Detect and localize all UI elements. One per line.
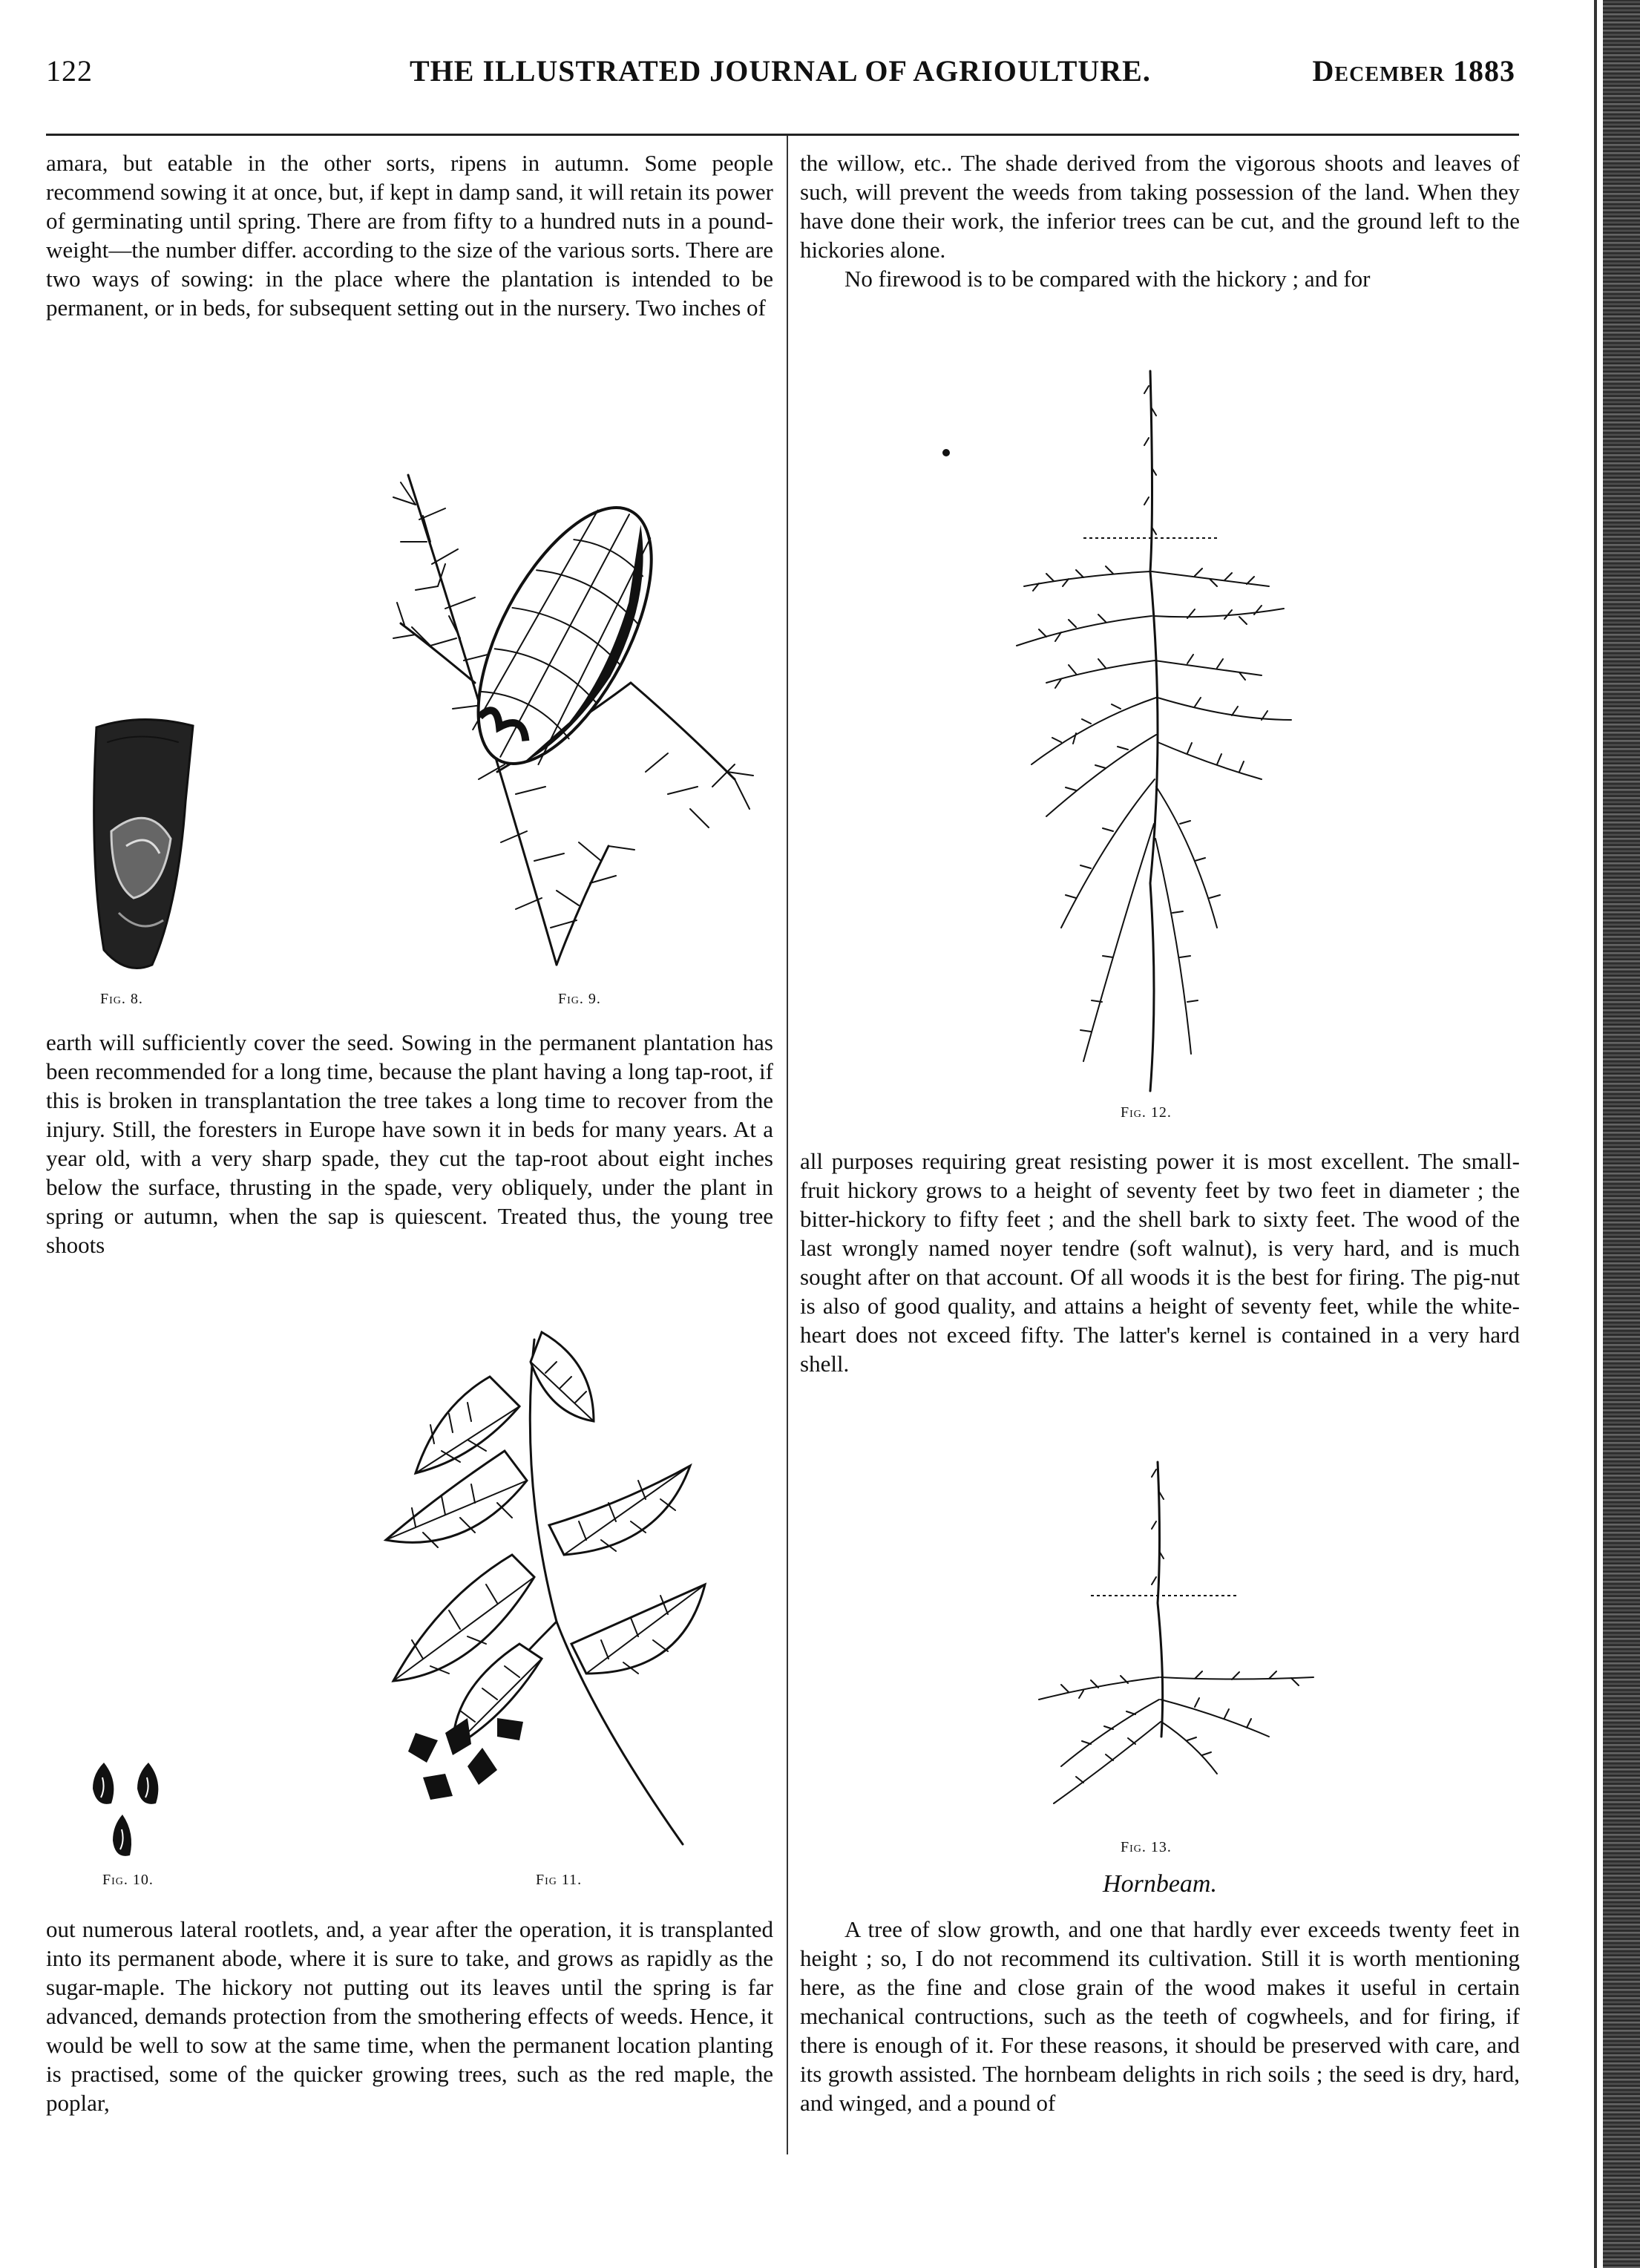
column-rule <box>787 136 788 2154</box>
right-paragraph-3 <box>800 1147 1520 1378</box>
figure-8-caption: Fig. 8. <box>100 991 143 1007</box>
right-paragraph-3-text: all purposes requiring great resisting power it is most excellent. The small-fruit hickory grows to a height of seventy feet by two feet in diameter ; the bitter-hickory to fifty feet ; and the shell bark to sixty feet. The wood of the last wrongly named noyer tendre (soft walnut), is very hard, and is much sought after on that account. Of all woods it is the best for firing. The pig-nut is also of good quality, and attains a height of seventy feet, while the white-heart does not exceed fifty. The latter's kernel is contained in a very hard shell. <box>800 1148 1520 1377</box>
running-header <box>46 53 1515 98</box>
figure-9-cone-branch-illustration <box>386 460 772 980</box>
right-paragraph-1-text: the willow, etc.. The shade derived from the vigorous shoots and leaves of such, will prevent the weeds from taking possession of the land. When they have done their work, the inferior trees can be cut, and the ground left to the hickories alone. <box>800 150 1520 263</box>
figure-12-caption: Fig. 12. <box>1121 1104 1172 1121</box>
left-paragraph-3-text: out numerous lateral rootlets, and, a year after the operation, it is transplanted into its permanent abode, where it is sure to take, and grows as rapidly as the sugar-maple. The hickory not putting out its leaves until the spring is far advanced, demands protection from the smothering effects of weeds. Hence, it would be well to sow at the same time, when the permanent location planting is practised, some of the quicker growing trees, such as the red maple, the poplar, <box>46 1916 773 2116</box>
right-paragraph-4-text: A tree of slow growth, and one that hardly ever exceeds twenty feet in height ; so, I do not recommend its cultivation. Still it is worth mentioning here, as the fine and close grain of the wood makes it useful in certain mechanical contructions, such as the teeth of cogwheels, and for firing, if there is enough of it. For these reasons, it should be preserved with care, and its growth assisted. The hornbeam delights in rich soils ; the seed is dry, hard, and winged, and a pound of <box>800 1916 1520 2116</box>
right-paragraph-4 <box>800 1915 1520 2117</box>
page-gutter-line <box>1594 0 1597 2268</box>
left-paragraph-1-text: amara, but eatable in the other sorts, ripens in autumn. Some people recommend sowing it at once, but, if kept in damp sand, it will retain its power of germinating until spring. There are from fifty to a hundred nuts in a pound-weight—the number differ. according to the size of the various sorts. There are two ways of sowing: in the place where the plantation is intended to be permanent, or in beds, for subsequent setting out in the nursery. Two inches of <box>46 150 773 321</box>
page-number: 122 <box>46 54 93 88</box>
left-paragraph-2 <box>46 1028 773 1259</box>
figure-9-caption: Fig. 9. <box>558 991 601 1007</box>
page-edge-binding <box>1603 0 1640 2268</box>
issue-date: December 1883 <box>1312 54 1515 88</box>
header-rule <box>46 134 1519 136</box>
right-paragraph-2: No firewood is to be compared with the hickory ; and for <box>844 266 1371 292</box>
left-paragraph-3 <box>46 1915 773 2117</box>
figure-10-caption: Fig. 10. <box>102 1872 154 1888</box>
figure-11-leafy-branch-illustration <box>349 1332 750 1859</box>
right-paragraph-1 <box>800 148 1520 293</box>
journal-title: THE ILLUSTRATED JOURNAL OF AGRIOULTURE. <box>410 54 1151 88</box>
left-paragraph-2-text: earth will sufficiently cover the seed. Sowing in the permanent plantation has been recommended for a long time, because the plant having a long tap-root, if this is broken in transplantation the tree takes a long time to recover from the injury. Still, the foresters in Europe have sown it in beds for many years. At a year old, with a very sharp spade, they cut the tap-root about eight inches below the surface, thrusting in the spade, very obliquely, under the plant in spring or autumn, when the sap is quiescent. Treated thus, the young tree shoots <box>46 1029 773 1258</box>
left-paragraph-1 <box>46 148 773 322</box>
figure-11-caption: Fig 11. <box>536 1872 583 1888</box>
section-title-hornbeam: Hornbeam. <box>1103 1870 1217 1898</box>
figure-8-seed-illustration <box>82 712 200 980</box>
figure-13-hornbeam-root-illustration <box>994 1455 1321 1826</box>
figure-12-hickory-root-illustration <box>935 364 1306 1098</box>
figure-10-seeds-illustration <box>89 1759 171 1863</box>
figure-13-caption: Fig. 13. <box>1121 1839 1172 1855</box>
